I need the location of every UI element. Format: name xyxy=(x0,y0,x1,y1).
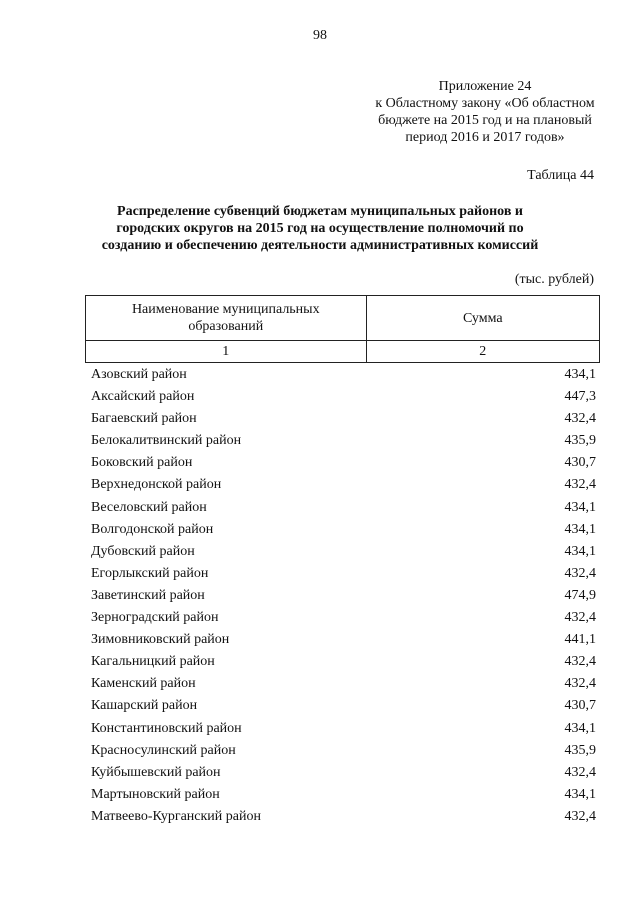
municipality-sum: 430,7 xyxy=(564,698,596,714)
table-row xyxy=(85,585,600,607)
municipality-sum: 434,1 xyxy=(564,720,596,736)
municipality-name: Куйбышевский район xyxy=(91,764,221,780)
municipality-name: Каменский район xyxy=(91,676,196,692)
municipality-sum: 432,4 xyxy=(564,764,596,780)
municipality-name: Веселовский район xyxy=(91,499,207,515)
table-row xyxy=(85,497,600,519)
appendix-line: бюджете на 2015 год и на плановый xyxy=(378,113,592,128)
municipality-name: Константиновский район xyxy=(91,720,242,736)
appendix-line: период 2016 и 2017 годов» xyxy=(405,130,565,145)
municipality-sum: 435,9 xyxy=(564,742,596,758)
municipality-sum: 435,9 xyxy=(564,433,596,449)
table-body xyxy=(85,364,600,828)
appendix-line: к Областному закону «Об областном xyxy=(375,96,595,111)
page-number: 98 xyxy=(313,28,327,43)
municipality-name: Кагальницкий район xyxy=(91,654,215,670)
municipality-name: Верхнедонской район xyxy=(91,477,222,493)
municipality-name: Мартыновский район xyxy=(91,786,220,802)
municipality-sum: 434,1 xyxy=(564,786,596,802)
document-title xyxy=(80,203,560,254)
units-label: (тыс. рублей) xyxy=(514,272,594,287)
municipality-name: Зерноградский район xyxy=(91,610,219,626)
municipality-sum: 432,4 xyxy=(564,676,596,692)
table-number: Таблица 44 xyxy=(527,168,594,183)
municipality-sum: 432,4 xyxy=(564,411,596,427)
table-row xyxy=(85,695,600,717)
municipality-name: Матвеево-Курганский район xyxy=(91,808,261,824)
municipality-sum: 434,1 xyxy=(564,367,596,382)
municipality-sum: 432,4 xyxy=(564,565,596,581)
table-row xyxy=(85,541,600,563)
table-row xyxy=(85,519,600,541)
table-row xyxy=(85,629,600,651)
municipality-sum: 432,4 xyxy=(564,808,596,824)
header-sum-cell: Сумма xyxy=(366,296,599,341)
table-row xyxy=(85,673,600,695)
column-number-2: 2 xyxy=(366,341,599,363)
municipality-sum: 434,1 xyxy=(564,543,596,559)
table-row xyxy=(85,651,600,673)
municipality-name: Дубовский район xyxy=(91,543,195,559)
table-row xyxy=(85,386,600,408)
municipality-name: Боковский район xyxy=(91,455,193,471)
table-row xyxy=(85,607,600,629)
municipality-name: Зимовниковский район xyxy=(91,632,230,648)
table-header xyxy=(85,295,600,363)
title-line: городских округов на 2015 год на осуществление полномочий по xyxy=(116,221,524,236)
table-row xyxy=(85,430,600,452)
title-line: Распределение субвенций бюджетам муниципальных районов и xyxy=(117,204,523,219)
municipality-name: Аксайский район xyxy=(91,389,195,405)
header-name-line: образований xyxy=(188,319,264,334)
municipality-sum: 474,9 xyxy=(564,587,596,603)
municipality-name: Волгодонской район xyxy=(91,521,214,537)
header-name-line: Наименование муниципальных xyxy=(131,302,320,317)
municipality-name: Белокалитвинский район xyxy=(91,433,242,449)
municipality-name: Красносулинский район xyxy=(91,742,236,758)
appendix-line: Приложение 24 xyxy=(438,79,532,94)
municipality-sum: 434,1 xyxy=(564,521,596,537)
municipality-sum: 432,4 xyxy=(564,610,596,626)
municipality-name: Егорлыкский район xyxy=(91,565,209,581)
table-row xyxy=(85,806,600,828)
table-row xyxy=(85,364,600,386)
table-row xyxy=(85,740,600,762)
municipality-sum: 447,3 xyxy=(564,389,596,405)
municipality-sum: 434,1 xyxy=(564,499,596,515)
table-row xyxy=(85,563,600,585)
municipality-name: Азовский район xyxy=(91,367,187,382)
municipality-sum: 430,7 xyxy=(564,455,596,471)
municipality-name: Заветинский район xyxy=(91,587,205,603)
municipality-sum: 432,4 xyxy=(564,654,596,670)
table-row xyxy=(85,408,600,430)
municipality-sum: 441,1 xyxy=(564,632,596,648)
header-name-cell xyxy=(86,296,367,341)
title-line: созданию и обеспечению деятельности административных комиссий xyxy=(101,238,539,253)
table-row xyxy=(85,762,600,784)
appendix-header xyxy=(330,78,640,146)
table-row xyxy=(85,784,600,806)
table-row xyxy=(85,452,600,474)
municipality-sum: 432,4 xyxy=(564,477,596,493)
column-number-1: 1 xyxy=(86,341,367,363)
municipality-name: Багаевский район xyxy=(91,411,197,427)
table-row xyxy=(85,474,600,496)
table-row xyxy=(85,718,600,740)
municipality-name: Кашарский район xyxy=(91,698,198,714)
